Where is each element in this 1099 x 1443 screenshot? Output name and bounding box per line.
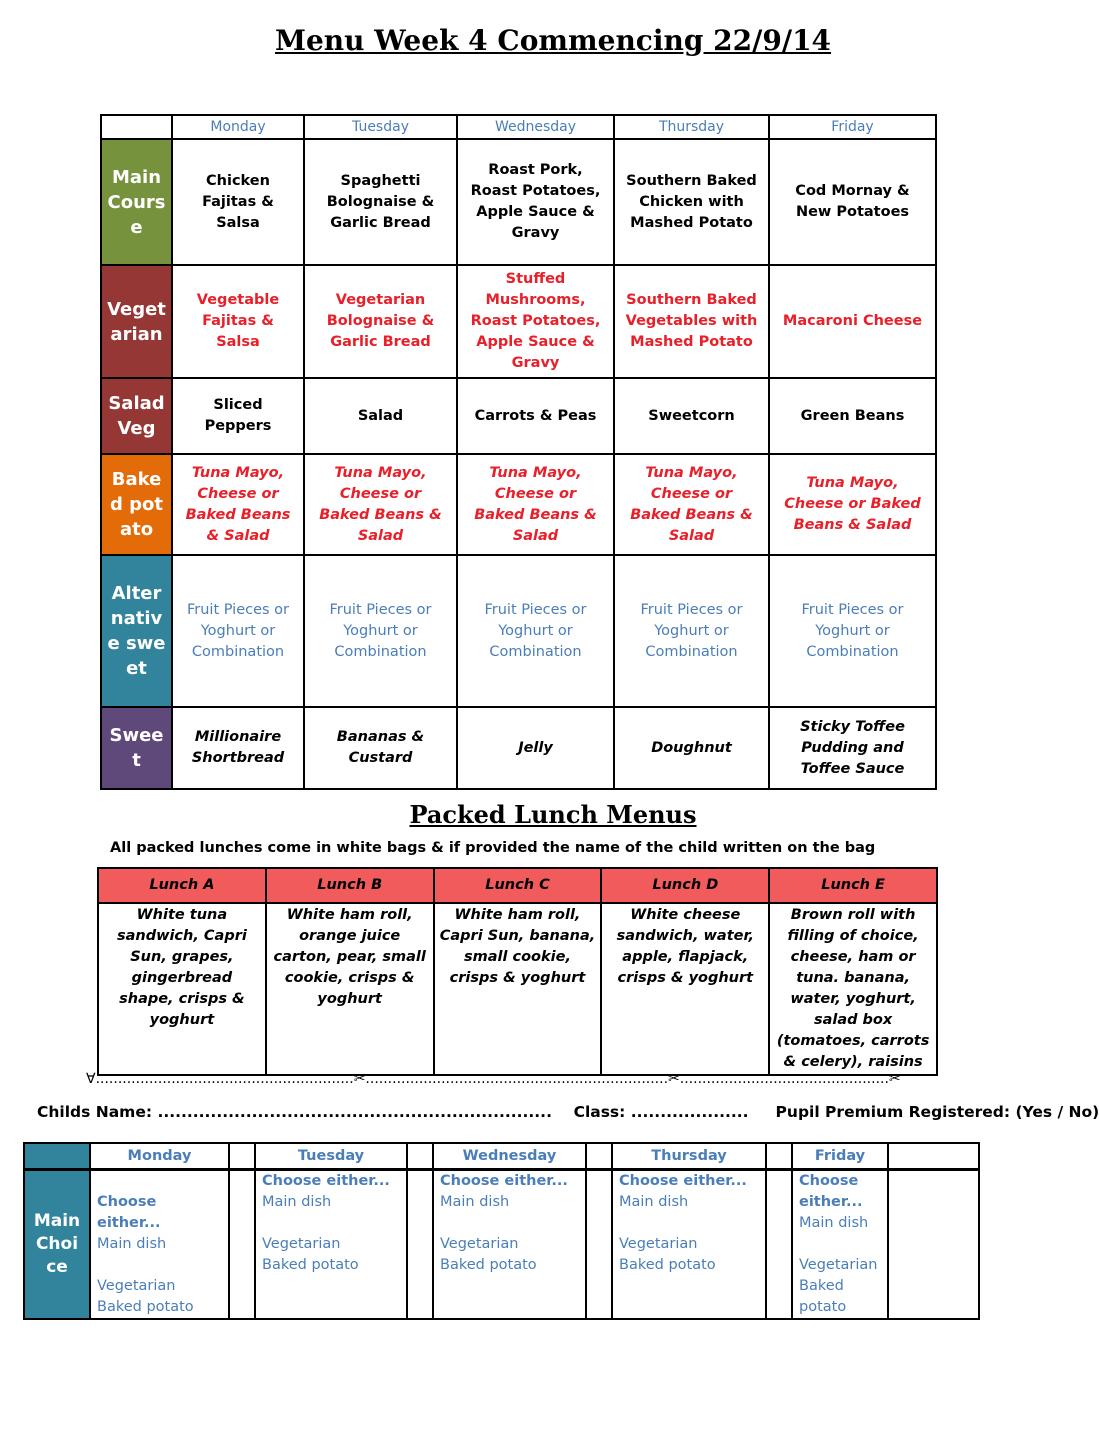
choice-tick-box[interactable] <box>407 1143 433 1170</box>
weekly-menu-table <box>100 114 937 790</box>
choice-tick-box[interactable] <box>586 1143 612 1170</box>
choice-option-line <box>440 1213 579 1234</box>
menu-row <box>101 454 936 555</box>
choice-option-line <box>97 1255 222 1276</box>
menu-item: Fruit Pieces or Yoghurt or Combination <box>769 555 936 707</box>
packed-lunch-table <box>97 867 938 1076</box>
choice-options <box>433 1170 586 1320</box>
menu-item: Millionaire Shortbread <box>172 707 304 789</box>
lunch-option-contents: White ham roll, Capri Sun, banana, small cookie, crisps & yoghurt <box>434 903 602 1075</box>
choice-option-line: Vegetarian <box>799 1257 878 1273</box>
choice-header-row <box>24 1143 979 1170</box>
choice-tick-box[interactable] <box>586 1170 612 1320</box>
choice-option-line <box>619 1213 759 1234</box>
choice-tick-box[interactable] <box>766 1170 792 1320</box>
choice-option-line: Vegetarian <box>440 1236 519 1252</box>
choice-option-line: Baked potato <box>262 1257 359 1273</box>
choice-option-line <box>799 1234 881 1255</box>
menu-item: Jelly <box>457 707 614 789</box>
choice-tick-box[interactable] <box>229 1143 255 1170</box>
menu-item: Fruit Pieces or Yoghurt or Combination <box>614 555 769 707</box>
category-label: Main Course <box>101 139 172 265</box>
choice-option-line: Vegetarian <box>619 1236 698 1252</box>
menu-row <box>101 139 936 265</box>
menu-item: Roast Pork, Roast Potatoes, Apple Sauce & Gravy <box>457 139 614 265</box>
choice-option-line <box>97 1171 222 1192</box>
menu-item: Spaghetti Bolognaise & Garlic Bread <box>304 139 457 265</box>
menu-item: Sticky Toffee Pudding and Toffee Sauce <box>769 707 936 789</box>
choice-category-label: Main Choice <box>24 1170 90 1320</box>
menu-item: Cod Mornay & New Potatoes <box>769 139 936 265</box>
choice-options <box>612 1170 766 1320</box>
menu-item: Fruit Pieces or Yoghurt or Combination <box>457 555 614 707</box>
lunch-option-contents: White tuna sandwich, Capri Sun, grapes, gingerbread shape, crisps & yoghurt <box>98 903 266 1075</box>
category-label: Salad Veg <box>101 378 172 454</box>
menu-item: Tuna Mayo, Cheese or Baked Beans & Salad <box>304 454 457 555</box>
lunch-option-header: Lunch D <box>601 868 769 903</box>
choice-option-line: Baked potato <box>97 1299 194 1315</box>
menu-item: Green Beans <box>769 378 936 454</box>
cut-line: ∀..........................................................✂....................................................................✂...............................................✂ <box>86 1071 901 1087</box>
category-label: Baked potato <box>101 454 172 555</box>
choice-tick-box[interactable] <box>229 1170 255 1320</box>
day-header-thursday: Thursday <box>614 115 769 139</box>
choice-tick-box[interactable] <box>888 1170 979 1320</box>
day-header-wednesday: Wednesday <box>457 115 614 139</box>
choice-option-line: Choose either... <box>799 1173 863 1210</box>
menu-item: Vegetable Fajitas & Salsa <box>172 265 304 378</box>
menu-item: Bananas & Custard <box>304 707 457 789</box>
menu-row <box>101 707 936 789</box>
choice-corner <box>24 1143 90 1170</box>
menu-item: Salad <box>304 378 457 454</box>
lunch-option-header: Lunch B <box>266 868 434 903</box>
choice-option-line: Choose either... <box>97 1194 161 1231</box>
menu-item: Carrots & Peas <box>457 378 614 454</box>
category-label: Alternative sweet <box>101 555 172 707</box>
packed-lunch-note: All packed lunches come in white bags & if provided the name of the child written on the bag <box>110 840 876 856</box>
choice-form-table <box>23 1142 980 1320</box>
choice-option-line: Choose either... <box>619 1173 747 1189</box>
lunch-option-header: Lunch E <box>769 868 937 903</box>
choice-options <box>792 1170 888 1320</box>
lunch-option-contents: Brown roll with filling of choice, cheese, ham or tuna. banana, water, yoghurt, salad box (tomatoes, carrots & celery), raisins <box>769 903 937 1075</box>
menu-item: Tuna Mayo, Cheese or Baked Beans & Salad <box>457 454 614 555</box>
choice-option-line: Main dish <box>619 1194 689 1210</box>
menu-item: Tuna Mayo, Cheese or Baked Beans & Salad <box>172 454 304 555</box>
order-form-header <box>37 1103 1099 1121</box>
choice-day-friday: Friday <box>792 1143 888 1170</box>
day-header-row <box>101 115 936 139</box>
menu-item: Stuffed Mushrooms, Roast Potatoes, Apple Sauce & Gravy <box>457 265 614 378</box>
corner-cell <box>101 115 172 139</box>
class-field[interactable]: Class: .................... <box>573 1103 749 1121</box>
menu-row <box>101 555 936 707</box>
menu-item: Macaroni Cheese <box>769 265 936 378</box>
menu-item: Vegetarian Bolognaise & Garlic Bread <box>304 265 457 378</box>
category-label: Sweet <box>101 707 172 789</box>
choice-option-line: Baked potato <box>619 1257 716 1273</box>
menu-item: Tuna Mayo, Cheese or Baked Beans & Salad <box>614 454 769 555</box>
page-title: Menu Week 4 Commencing 22/9/14 <box>274 24 832 57</box>
lunch-option-header: Lunch A <box>98 868 266 903</box>
menu-item: Fruit Pieces or Yoghurt or Combination <box>304 555 457 707</box>
choice-day-thursday: Thursday <box>612 1143 766 1170</box>
packed-lunch-heading: Packed Lunch Menus <box>409 800 697 829</box>
menu-item: Sweetcorn <box>614 378 769 454</box>
menu-item: Sliced Peppers <box>172 378 304 454</box>
choice-day-monday: Monday <box>90 1143 229 1170</box>
lunch-option-contents: White cheese sandwich, water, apple, flapjack, crisps & yoghurt <box>601 903 769 1075</box>
childs-name-field[interactable]: Childs Name: ................................................................... <box>37 1103 552 1121</box>
menu-item: Southern Baked Chicken with Mashed Potato <box>614 139 769 265</box>
choice-option-line: Main dish <box>262 1194 332 1210</box>
day-header-friday: Friday <box>769 115 936 139</box>
choice-row <box>24 1170 979 1320</box>
choice-day-wednesday: Wednesday <box>433 1143 586 1170</box>
menu-item: Fruit Pieces or Yoghurt or Combination <box>172 555 304 707</box>
day-header-monday: Monday <box>172 115 304 139</box>
choice-option-line: Choose either... <box>262 1173 390 1189</box>
menu-item: Tuna Mayo, Cheese or Baked Beans & Salad <box>769 454 936 555</box>
choice-option-line <box>262 1213 400 1234</box>
choice-tick-box[interactable] <box>766 1143 792 1170</box>
menu-row <box>101 265 936 378</box>
menu-item: Doughnut <box>614 707 769 789</box>
lunch-option-header: Lunch C <box>434 868 602 903</box>
menu-item: Southern Baked Vegetables with Mashed Potato <box>614 265 769 378</box>
choice-options <box>255 1170 407 1320</box>
category-label: Vegetarian <box>101 265 172 378</box>
choice-option-line: Vegetarian <box>97 1278 176 1294</box>
choice-option-line: Choose either... <box>440 1173 568 1189</box>
menu-row <box>101 378 936 454</box>
choice-tick-box[interactable] <box>407 1170 433 1320</box>
choice-option-line: Main dish <box>440 1194 510 1210</box>
menu-item: Chicken Fajitas & Salsa <box>172 139 304 265</box>
choice-option-line: Vegetarian <box>262 1236 341 1252</box>
choice-option-line: Baked potato <box>440 1257 537 1273</box>
choice-options <box>90 1170 229 1320</box>
choice-day-tuesday: Tuesday <box>255 1143 407 1170</box>
choice-option-line: Main dish <box>799 1215 869 1231</box>
choice-tick-box[interactable] <box>888 1143 979 1170</box>
day-header-tuesday: Tuesday <box>304 115 457 139</box>
choice-option-line: Baked potato <box>799 1278 847 1315</box>
lunch-option-contents: White ham roll, orange juice carton, pear, small cookie, crisps & yoghurt <box>266 903 434 1075</box>
pupil-premium-field[interactable]: Pupil Premium Registered: (Yes / No) <box>775 1103 1099 1121</box>
choice-option-line: Main dish <box>97 1236 167 1252</box>
